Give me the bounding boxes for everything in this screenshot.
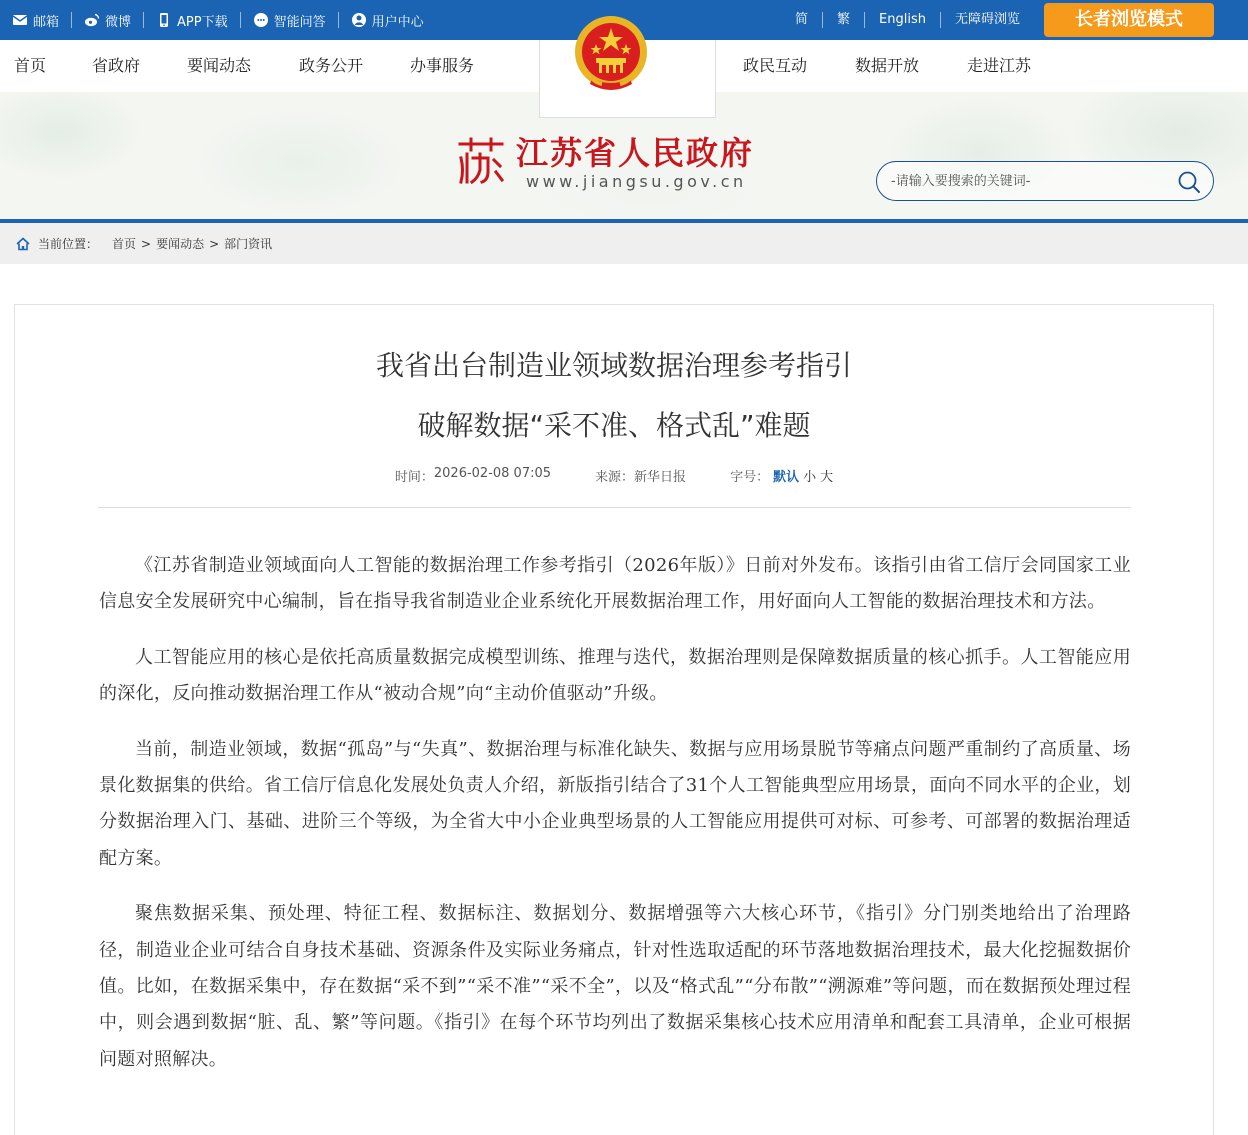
- weibo-link[interactable]: [72, 12, 144, 28]
- mobile-icon: [156, 12, 172, 28]
- font-size-default[interactable]: 默认: [773, 470, 800, 485]
- font-size-small[interactable]: 小: [803, 470, 817, 485]
- user-icon: [351, 12, 367, 28]
- article-subtitle: 破解数据“采不准、格式乱”难题: [417, 409, 811, 442]
- font-size-label: 字号：: [730, 470, 770, 485]
- article-paragraph: 当前，制造业领域，数据“孤岛”与“失真”、数据治理与标准化缺失、数据与应用场景脱节等痛点问题严重制约了高质量、场景化数据集的供给。省工信厅信息化发展处负责人介绍，新版指引结合了31个人工智能典型应用场景，面向不同水平的企业，划分数据治理入门、基础、进阶三个等级，为全省大中小企业典型场景的人工智能应用提供可对标、可参考、可部署的数据治理适配方案。: [99, 738, 1131, 869]
- breadcrumb-separator: >: [141, 236, 152, 251]
- user-center-label: 用户中心: [371, 14, 424, 30]
- home-icon: [16, 237, 30, 251]
- jiangsu-logo-icon: [456, 136, 506, 186]
- site-title[interactable]: 江苏省人民政府: [516, 134, 755, 172]
- simplified-chinese-link[interactable]: 简: [781, 12, 823, 28]
- top-links-left: [12, 0, 436, 40]
- breadcrumb-label: 当前位置：: [38, 237, 99, 251]
- smart-qa-label: 智能问答: [273, 14, 326, 30]
- mail-link[interactable]: [12, 12, 72, 28]
- article-body: [99, 548, 1131, 1097]
- time-label: 时间：: [394, 470, 434, 485]
- weibo-icon: [84, 12, 100, 28]
- article-paragraph: 《江苏省制造业领域面向人工智能的数据治理工作参考指引（2026年版）》日前对外发布。该指引由省工信厅会同国家工业信息安全发展研究中心编制，旨在指导我省制造业企业系统化开展数据治理工作，用好面向人工智能的数据治理技术和方法。: [99, 555, 1131, 613]
- nav-provincial-gov[interactable]: 省政府: [92, 56, 141, 75]
- national-emblem-icon: [572, 12, 650, 96]
- search-box: [876, 161, 1214, 201]
- chat-icon: [253, 12, 269, 28]
- nav-interaction[interactable]: 政民互动: [743, 56, 808, 75]
- site-url: www.jiangsu.gov.cn: [526, 172, 747, 191]
- top-links-right: [781, 0, 1214, 40]
- weibo-label: 微博: [105, 14, 132, 30]
- user-center-link[interactable]: [339, 12, 436, 28]
- breadcrumb-bar: [0, 223, 1248, 264]
- font-size-large[interactable]: 大: [820, 470, 834, 485]
- nav-open-data[interactable]: 数据开放: [855, 56, 920, 75]
- search-icon[interactable]: [1177, 170, 1201, 194]
- breadcrumb-separator: >: [209, 236, 220, 251]
- smart-qa-link[interactable]: [241, 12, 339, 28]
- elder-mode-button[interactable]: 长者浏览模式: [1044, 3, 1214, 37]
- mail-icon: [12, 12, 28, 28]
- breadcrumb: [16, 223, 272, 264]
- breadcrumb-dept-news[interactable]: 部门资讯: [224, 237, 273, 251]
- article-paragraph: 聚焦数据采集、预处理、特征工程、数据标注、数据划分、数据增强等六大核心环节，《指引》分门别类地给出了治理路径，制造业企业可结合自身技术基础、资源条件及实际业务痛点，针对性选取适配的环节落地数据治理技术，最大化挖掘数据价值。比如，在数据采集中，存在数据“采不到”“采不准”“采不全”，以及“格式乱”“分布散”“溯源难”等问题，而在数据预处理过程中，则会遇到数据“脏、乱、繁”等问题。《指引》在每个环节均列出了数据采集核心技术应用清单和配套工具清单，企业可根据问题对照解决。: [99, 903, 1131, 1070]
- nav-news[interactable]: 要闻动态: [187, 56, 252, 75]
- article-paragraph: 人工智能应用的核心是依托高质量数据完成模型训练、推理与迭代，数据治理则是保障数据质量的核心抓手。人工智能应用的深化，反向推动数据治理工作从“被动合规”向“主动价值驱动”升级。: [99, 646, 1131, 705]
- app-download-label: APP下载: [177, 14, 228, 30]
- article-meta: [0, 466, 1228, 485]
- article-source: 新华日报: [634, 470, 687, 485]
- article-title: 我省出台制造业领域数据治理参考指引: [375, 349, 852, 382]
- english-link[interactable]: English: [865, 12, 941, 28]
- breadcrumb-home[interactable]: 首页: [112, 237, 137, 251]
- meta-divider: [98, 507, 1131, 508]
- app-download-link[interactable]: [144, 12, 241, 28]
- nav-services[interactable]: 办事服务: [410, 56, 475, 75]
- breadcrumb-news[interactable]: 要闻动态: [156, 237, 205, 251]
- publish-time: 2026-02-08 07:05: [433, 466, 552, 481]
- nav-gov-affairs[interactable]: 政务公开: [299, 56, 364, 75]
- source-label: 来源：: [595, 470, 635, 485]
- search-input[interactable]: [891, 162, 1171, 200]
- accessibility-link[interactable]: 无障碍浏览: [954, 12, 1020, 27]
- traditional-chinese-link[interactable]: 繁: [823, 12, 865, 28]
- nav-home[interactable]: 首页: [14, 56, 47, 75]
- mail-label: 邮箱: [33, 14, 60, 30]
- nav-about-jiangsu[interactable]: 走进江苏: [967, 56, 1032, 75]
